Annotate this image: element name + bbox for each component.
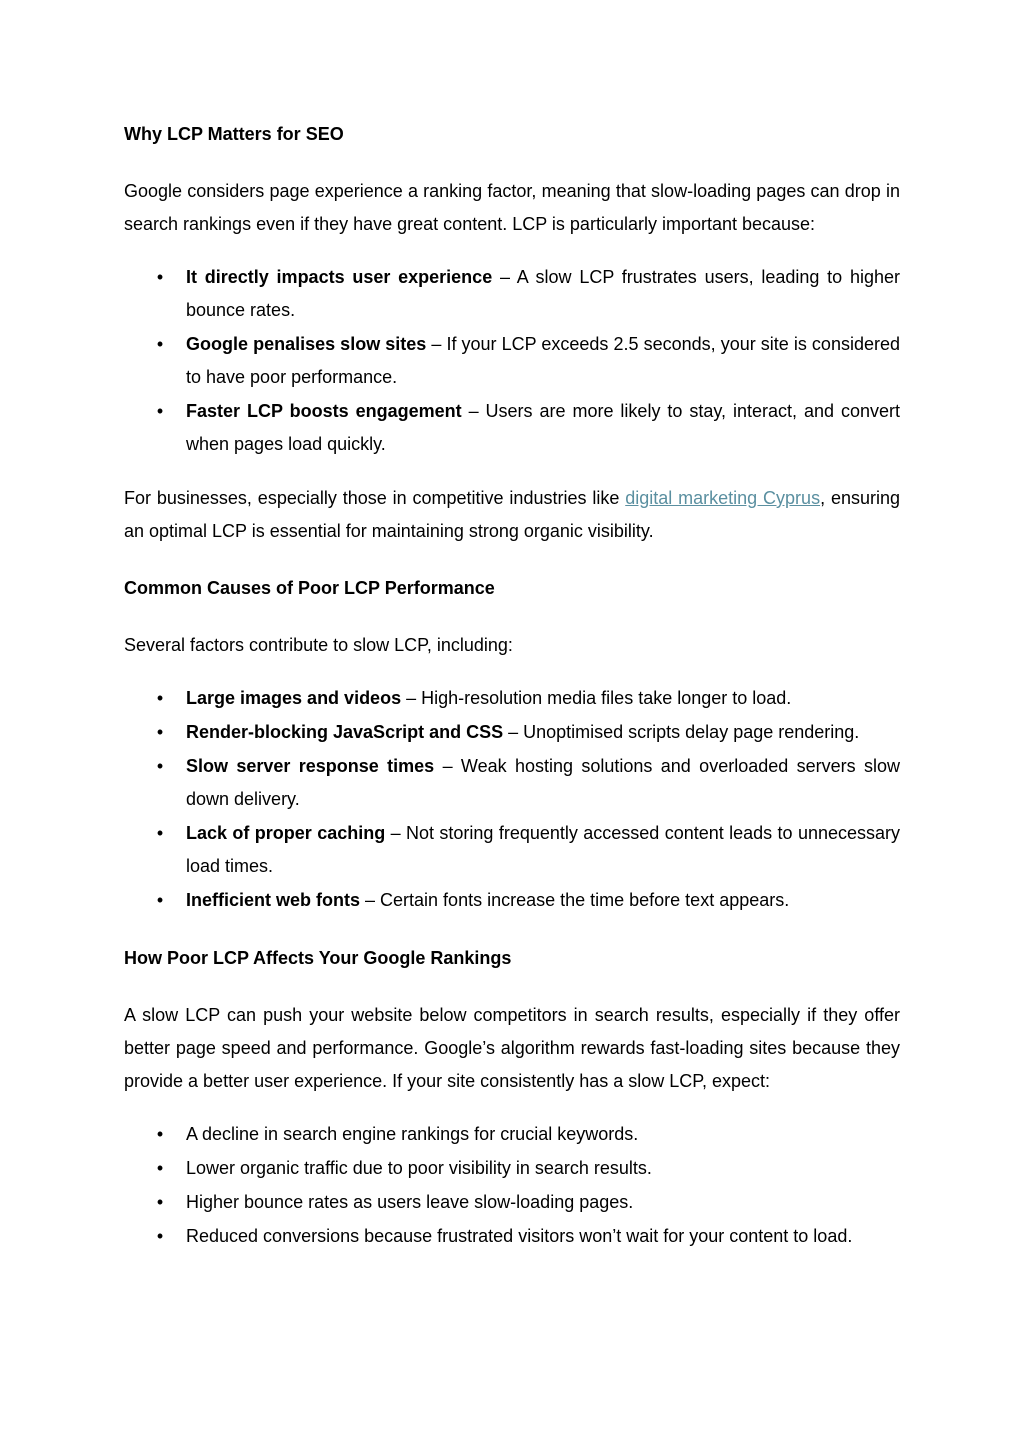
- closing-paragraph: [124, 482, 900, 548]
- bullet-text: – Certain fonts increase the time before text appears.: [360, 890, 790, 910]
- bullet-text: – If your LCP exceeds 2.5 seconds, your site is considered to have poor performance.: [186, 334, 900, 387]
- bullet-bold-term: Inefficient web fonts: [186, 890, 361, 910]
- document-page: [124, 118, 900, 1254]
- bullet-text: Reduced conversions because frustrated visitors won’t wait for your content to load.: [186, 1226, 853, 1246]
- section-heading-common-causes: Common Causes of Poor LCP Performance: [124, 578, 495, 598]
- bullet-bold-term: Google penalises slow sites: [186, 334, 427, 354]
- list-item: [124, 1220, 900, 1253]
- section-intro-paragraph: A slow LCP can push your website below competitors in search results, especially if they offer better page speed and performance. Google’s algorithm rewards fast-loading sites because they provide a better user experience. If your site consistently has a slow LCP, expect:: [124, 1005, 900, 1091]
- bullet-text: – High-resolution media files take longer to load.: [401, 688, 792, 708]
- list-item: [124, 328, 900, 394]
- bullet-icon: [155, 261, 165, 294]
- list-item: [124, 395, 900, 461]
- bullet-text: – Users are more likely to stay, interact, and convert when pages load quickly.: [186, 401, 900, 454]
- bullet-icon: [155, 682, 165, 715]
- bullet-bold-term: Lack of proper caching: [186, 823, 386, 843]
- bullet-icon: [155, 395, 165, 428]
- bullet-icon: [155, 716, 165, 749]
- bullet-text: A decline in search engine rankings for crucial keywords.: [186, 1124, 639, 1144]
- bullet-text: – Weak hosting solutions and overloaded servers slow down delivery.: [186, 756, 900, 809]
- bullet-icon: [155, 328, 165, 361]
- list-item: [124, 750, 900, 816]
- list-item: [124, 261, 900, 327]
- bullet-text: – Unoptimised scripts delay page rendering.: [503, 722, 860, 742]
- bullet-bold-term: Faster LCP boosts engagement: [186, 401, 462, 421]
- bullet-bold-term: Slow server response times: [186, 756, 435, 776]
- bullet-icon: [155, 1152, 165, 1185]
- bullet-icon: [155, 1220, 165, 1253]
- bullet-list-effects: [124, 1118, 900, 1253]
- digital-marketing-cyprus-link[interactable]: digital marketing Cyprus: [625, 488, 821, 508]
- bullet-icon: [155, 750, 165, 783]
- bullet-text: Higher bounce rates as users leave slow-loading pages.: [186, 1192, 634, 1212]
- bullet-icon: [155, 1118, 165, 1151]
- section-heading-why-lcp: Why LCP Matters for SEO: [124, 124, 344, 144]
- bullet-bold-term: Render-blocking JavaScript and CSS: [186, 722, 504, 742]
- section-heading-rankings: How Poor LCP Affects Your Google Rankings: [124, 948, 512, 968]
- list-item: [124, 884, 900, 917]
- closing-text-after: , ensuring an optimal LCP is essential for maintaining strong organic visibility.: [124, 488, 900, 541]
- list-item: [124, 682, 900, 715]
- bullet-text: – A slow LCP frustrates users, leading to higher bounce rates.: [186, 267, 900, 320]
- section-intro-paragraph: Google considers page experience a ranking factor, meaning that slow-loading pages can drop in search rankings even if they have great content. LCP is particularly important because:: [124, 181, 900, 234]
- bullet-icon: [155, 1186, 165, 1219]
- bullet-bold-term: It directly impacts user experience: [186, 267, 493, 287]
- list-item: [124, 817, 900, 883]
- list-item: [124, 1186, 900, 1219]
- bullet-list-causes: [124, 682, 900, 917]
- bullet-list-why-lcp: [124, 261, 900, 461]
- list-item: [124, 716, 900, 749]
- bullet-icon: [155, 817, 165, 850]
- bullet-bold-term: Large images and videos: [186, 688, 402, 708]
- section-intro-paragraph: Several factors contribute to slow LCP, including:: [124, 635, 513, 655]
- closing-text-before: For businesses, especially those in competitive industries like: [124, 488, 626, 508]
- bullet-text: – Not storing frequently accessed content leads to unnecessary load times.: [186, 823, 901, 876]
- list-item: [124, 1118, 900, 1151]
- bullet-icon: [155, 884, 165, 917]
- bullet-text: Lower organic traffic due to poor visibility in search results.: [186, 1158, 652, 1178]
- list-item: [124, 1152, 900, 1185]
